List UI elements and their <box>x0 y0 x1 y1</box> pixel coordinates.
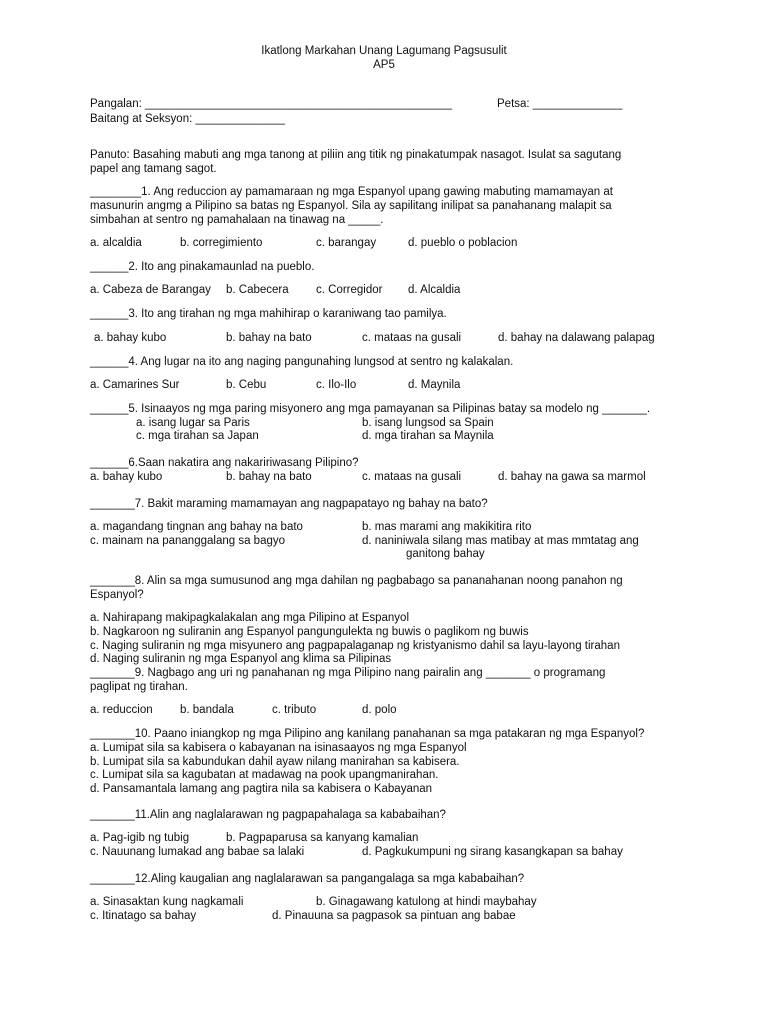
question-stem: simbahan at sentro ng pamahalaan na tinawag na _____. <box>90 214 384 226</box>
question-stem: _______10. Paano iniangkop ng mga Pilipino ang kanilang panahanan sa mga patakaran ng mga Espanyol? <box>90 728 645 740</box>
answer-choice: c. barangay <box>316 237 377 249</box>
quiz-title: Ikatlong Markahan Unang Lagumang Pagsusulit <box>261 45 507 57</box>
answer-choice: b. Cabecera <box>226 284 289 296</box>
quiz-subject: AP5 <box>373 59 395 71</box>
answer-choice: c. Itinatago sa bahay <box>90 910 197 922</box>
answer-choice: b. bahay na bato <box>226 471 312 483</box>
answer-choice: a. alcaldia <box>90 237 142 249</box>
question-stem: paglipat ng tirahan. <box>90 681 188 693</box>
answer-choice: a. Pag-igib ng tubig <box>90 832 190 844</box>
answer-choice: d. bahay na dalawang palapag <box>498 332 655 344</box>
answer-choice: b. bahay na bato <box>226 332 312 344</box>
answer-choice: c. Lumipat sila sa kagubatan at madawag na pook upangmanirahan. <box>90 769 439 781</box>
answer-choice: b. isang lungsod sa Spain <box>362 417 494 429</box>
answer-choice: c. Naging suliranin ng mga misyunero ang pagpapalaganap ng kristyanismo dahil sa layu-layong tirahan <box>90 640 620 652</box>
answer-choice: c. Ilo-Ilo <box>316 379 357 391</box>
answer-choice: a. bahay kubo <box>90 471 163 483</box>
answer-choice: c. mataas na gusali <box>362 332 462 344</box>
answer-choice: d. mga tirahan sa Maynila <box>362 430 494 442</box>
answer-choice: b. Pagpaparusa sa kanyang kamalian <box>226 832 419 844</box>
answer-choice: b. Cebu <box>226 379 267 391</box>
answer-choice: d. pueblo o poblacion <box>408 237 518 249</box>
answer-choice: a. bahay kubo <box>94 332 167 344</box>
answer-choice: d. Alcaldia <box>408 284 461 296</box>
question-stem: Espanyol? <box>90 589 144 601</box>
question-stem: ______5. Isinaayos ng mga paring misyonero ang mga pamayanan sa Pilipinas batay sa modelo ng _______. <box>90 403 651 415</box>
name-field: Pangalan: ________________________________________________ <box>90 98 452 110</box>
question-stem: _______7. Bakit maraming mamamayan ang nagpapatayo ng bahay na bato? <box>90 498 488 510</box>
answer-choice: a. reduccion <box>90 704 153 716</box>
question-stem: ______6.Saan nakatira ang nakaririwasang Pilipino? <box>90 457 359 469</box>
question-stem: _______12.Aling kaugalian ang naglalarawan sa pangangalaga sa mga kababaihan? <box>90 873 525 885</box>
answer-choice: c. mainam na pananggalang sa bagyo <box>90 535 286 547</box>
answer-choice: d. polo <box>362 704 397 716</box>
question-stem: ________1. Ang reduccion ay pamamaraan ng mga Espanyol upang gawing mabuting mamamayan at <box>90 186 613 198</box>
answer-choice: b. Ginagawang katulong at hindi maybahay <box>316 896 537 908</box>
instructions-line: papel ang tamang sagot. <box>90 163 217 175</box>
date-field: Petsa: ______________ <box>497 98 623 110</box>
answer-choice-continuation: ganitong bahay <box>406 548 485 560</box>
answer-choice: a. Lumipat sila sa kabisera o kabayanan na isinasaayos ng mga Espanyol <box>90 742 467 754</box>
answer-choice: b. corregimiento <box>180 237 263 249</box>
answer-choice: b. Nagkaroon ng suliranin ang Espanyol pangungulekta ng buwis o paglikom ng buwis <box>90 626 529 638</box>
answer-choice: c. mga tirahan sa Japan <box>136 430 259 442</box>
question-stem: masunurin angmg a Pilipino sa batas ng Espanyol. Sila ay sapilitang inilipat sa panahanang malapit sa <box>90 200 612 212</box>
answer-choice: b. mas marami ang makikitira rito <box>362 521 532 533</box>
answer-choice: d. Pinauuna sa pagpasok sa pintuan ang babae <box>272 910 516 922</box>
answer-choice: d. Pansamantala lamang ang pagtira nila sa kabisera o Kabayanan <box>90 783 433 795</box>
answer-choice: a. magandang tingnan ang bahay na bato <box>90 521 303 533</box>
answer-choice: d. Maynila <box>408 379 461 391</box>
answer-choice: c. Corregidor <box>316 284 383 296</box>
answer-choice: a. Cabeza de Barangay <box>90 284 211 296</box>
answer-choice: a. isang lugar sa Paris <box>136 417 250 429</box>
answer-choice: a. Camarines Sur <box>90 379 180 391</box>
answer-choice: d. bahay na gawa sa marmol <box>498 471 646 483</box>
question-stem: ______4. Ang lugar na ito ang naging pangunahing lungsod at sentro ng kalakalan. <box>90 356 514 368</box>
question-stem: ______2. Ito ang pinakamaunlad na pueblo. <box>90 261 315 273</box>
answer-choice: d. naniniwala silang mas matibay at mas mmtatag ang <box>362 535 639 547</box>
answer-choice: a. Sinasaktan kung nagkamali <box>90 896 244 908</box>
instructions-line: Panuto: Basahing mabuti ang mga tanong at piliin ang titik ng pinakatumpak nasagot. Isulat sa sagutang <box>90 149 622 161</box>
answer-choice: b. bandala <box>180 704 234 716</box>
question-stem: ______3. Ito ang tirahan ng mga mahihirap o karaniwang tao pamilya. <box>90 308 447 320</box>
answer-choice: d. Naging suliranin ng mga Espanyol ang klima sa Pilipinas <box>90 653 392 665</box>
answer-choice: b. Lumipat sila sa kabundukan dahil ayaw nilang manirahan sa kabisera. <box>90 756 460 768</box>
answer-choice: c. tributo <box>272 704 317 716</box>
question-stem: _______11.Alin ang naglalarawan ng pagpapahalaga sa kababaihan? <box>90 809 446 821</box>
question-stem: _______9. Nagbago ang uri ng panahanan ng mga Pilipino nang pairalin ang _______ o programang <box>90 667 606 679</box>
answer-choice: c. mataas na gusali <box>362 471 462 483</box>
section-field: Baitang at Seksyon: ______________ <box>90 113 286 125</box>
answer-choice: a. Nahirapang makipagkalakalan ang mga Pilipino at Espanyol <box>90 612 410 624</box>
question-stem: _______8. Alin sa mga sumusunod ang mga dahilan ng pagbabago sa pananahanan noong panahon ng <box>90 575 623 587</box>
answer-choice: d. Pagkukumpuni ng sirang kasangkapan sa bahay <box>362 846 623 858</box>
answer-choice: c. Nauunang lumakad ang babae sa lalaki <box>90 846 305 858</box>
